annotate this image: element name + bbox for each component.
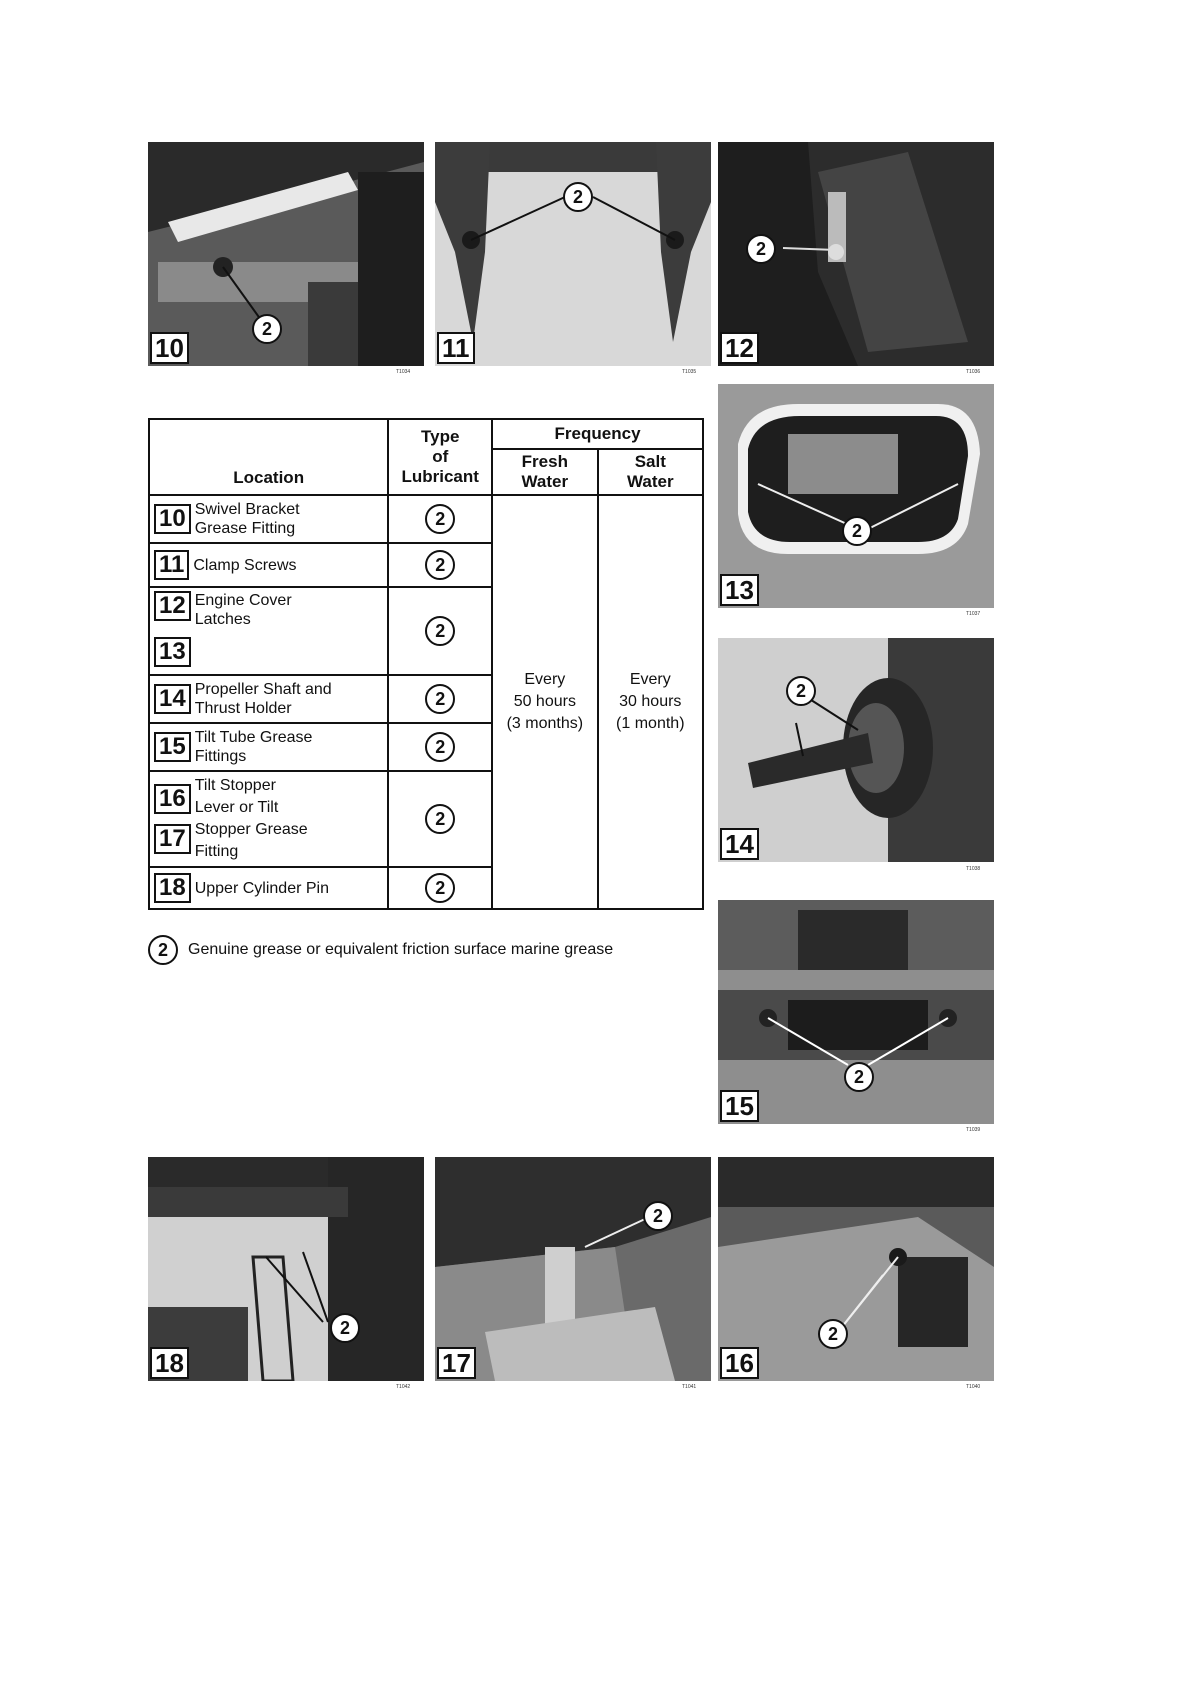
legend-symbol: 2 bbox=[148, 935, 178, 965]
figure-11-photo bbox=[435, 142, 711, 366]
figure-ref: 16 bbox=[154, 784, 191, 814]
figure-ref: 12 bbox=[154, 591, 191, 621]
lubricant-cell bbox=[388, 867, 492, 909]
figure-15-photo bbox=[718, 900, 994, 1124]
figure-14-callout: 2 bbox=[786, 676, 816, 706]
figure-16-photo bbox=[718, 1157, 994, 1381]
header-frequency: Frequency bbox=[492, 419, 703, 449]
header-type-line1: Type bbox=[421, 427, 460, 446]
figure-10-code: T1034 bbox=[396, 369, 411, 375]
figure-14-number: 14 bbox=[720, 828, 759, 860]
figure-18-callout: 2 bbox=[330, 1313, 360, 1343]
salt-line2: 30 hours bbox=[619, 693, 682, 710]
figure-12-callout: 2 bbox=[746, 234, 776, 264]
figure-12-number: 12 bbox=[720, 332, 759, 364]
figure-ref: 10 bbox=[154, 504, 191, 534]
location-text: Clamp Screws bbox=[193, 556, 297, 574]
header-fresh-line1: Fresh bbox=[521, 452, 568, 471]
fresh-line2: 50 hours bbox=[513, 693, 576, 710]
figure-ref: 18 bbox=[154, 873, 191, 903]
lubricant-legend bbox=[148, 935, 613, 965]
figure-ref: 14 bbox=[154, 684, 191, 714]
location-text: Tilt Tube Grease Fittings bbox=[194, 729, 313, 765]
location-cell bbox=[149, 723, 388, 771]
figure-18-number: 18 bbox=[150, 1347, 189, 1379]
lubricant-symbol: 2 bbox=[425, 550, 455, 580]
location-text: Engine Cover Latches bbox=[194, 592, 292, 628]
header-location: Location bbox=[149, 419, 388, 495]
figure-12-photo bbox=[718, 142, 994, 366]
lubricant-symbol: 2 bbox=[425, 684, 455, 714]
figure-13-photo bbox=[718, 384, 994, 608]
location-cell bbox=[149, 867, 388, 909]
lubricant-symbol: 2 bbox=[425, 873, 455, 903]
figure-14-code: T1038 bbox=[966, 866, 981, 872]
figure-10-callout: 2 bbox=[252, 314, 282, 344]
figure-17-number: 17 bbox=[437, 1347, 476, 1379]
lubricant-cell bbox=[388, 543, 492, 587]
header-salt-line1: Salt bbox=[634, 452, 666, 471]
figure-ref: 13 bbox=[154, 637, 191, 667]
lubricant-cell bbox=[388, 587, 492, 675]
table-row bbox=[149, 495, 703, 543]
figure-18-code: T1042 bbox=[396, 1384, 411, 1390]
salt-water-frequency bbox=[598, 495, 703, 909]
header-salt-water bbox=[598, 449, 703, 495]
lubricant-cell bbox=[388, 723, 492, 771]
header-fresh-line2: Water bbox=[521, 472, 569, 491]
location-text: Tilt Stopper Lever or Tilt Stopper Grease Fitting bbox=[194, 777, 308, 860]
figure-11-number: 11 bbox=[437, 332, 475, 364]
lubricant-cell bbox=[388, 495, 492, 543]
figure-10-photo bbox=[148, 142, 424, 366]
figure-15-code: T1039 bbox=[966, 1127, 981, 1133]
figure-10-image bbox=[148, 142, 424, 366]
salt-line1: Every bbox=[629, 671, 671, 688]
figure-17-image bbox=[435, 1157, 711, 1381]
header-salt-line2: Water bbox=[626, 472, 674, 491]
figure-13-code: T1037 bbox=[966, 611, 981, 617]
lubricant-symbol: 2 bbox=[425, 616, 455, 646]
lubrication-table bbox=[148, 418, 704, 910]
figure-14-photo bbox=[718, 638, 994, 862]
figure-ref: 15 bbox=[154, 732, 191, 762]
figure-16-callout: 2 bbox=[818, 1319, 848, 1349]
figure-ref: 17 bbox=[154, 824, 191, 854]
figure-ref: 11 bbox=[154, 550, 189, 580]
header-type-line2: of bbox=[432, 447, 449, 466]
figure-13-callout: 2 bbox=[842, 516, 872, 546]
header-type-of-lubricant bbox=[388, 419, 492, 495]
figure-11-image bbox=[435, 142, 711, 366]
figure-11-callout: 2 bbox=[563, 182, 593, 212]
figure-18-photo bbox=[148, 1157, 424, 1381]
lubricant-symbol: 2 bbox=[425, 732, 455, 762]
figure-16-code: T1040 bbox=[966, 1384, 981, 1390]
figure-18-image bbox=[148, 1157, 424, 1381]
figure-11-code: T1035 bbox=[682, 369, 697, 375]
legend-text: Genuine grease or equivalent friction surface marine grease bbox=[188, 941, 614, 958]
location-text: Propeller Shaft and Thrust Holder bbox=[194, 681, 332, 717]
salt-line3: (1 month) bbox=[616, 715, 685, 732]
lubricant-cell bbox=[388, 675, 492, 723]
figure-17-code: T1041 bbox=[682, 1384, 697, 1390]
lubricant-symbol: 2 bbox=[425, 504, 455, 534]
location-cell bbox=[149, 771, 388, 867]
figure-14-image bbox=[718, 638, 994, 862]
location-cell bbox=[149, 675, 388, 723]
location-text: Upper Cylinder Pin bbox=[194, 879, 329, 897]
figure-13-number: 13 bbox=[720, 574, 759, 606]
figure-16-image bbox=[718, 1157, 994, 1381]
location-text: Swivel Bracket Grease Fitting bbox=[194, 501, 300, 537]
lubricant-cell bbox=[388, 771, 492, 867]
figure-17-callout: 2 bbox=[643, 1201, 673, 1231]
figure-17-photo bbox=[435, 1157, 711, 1381]
fresh-line3: (3 months) bbox=[506, 715, 584, 732]
figure-15-callout: 2 bbox=[844, 1062, 874, 1092]
figure-12-code: T1036 bbox=[966, 369, 981, 375]
fresh-water-frequency bbox=[492, 495, 598, 909]
header-type-line3: Lubricant bbox=[401, 467, 479, 486]
figure-15-number: 15 bbox=[720, 1090, 759, 1122]
figure-13-image bbox=[718, 384, 994, 608]
location-cell bbox=[149, 543, 388, 587]
location-cell bbox=[149, 587, 388, 675]
header-fresh-water bbox=[492, 449, 598, 495]
lubricant-symbol: 2 bbox=[425, 804, 455, 834]
fresh-line1: Every bbox=[524, 671, 566, 688]
figure-16-number: 16 bbox=[720, 1347, 759, 1379]
figure-10-number: 10 bbox=[150, 332, 189, 364]
location-cell bbox=[149, 495, 388, 543]
